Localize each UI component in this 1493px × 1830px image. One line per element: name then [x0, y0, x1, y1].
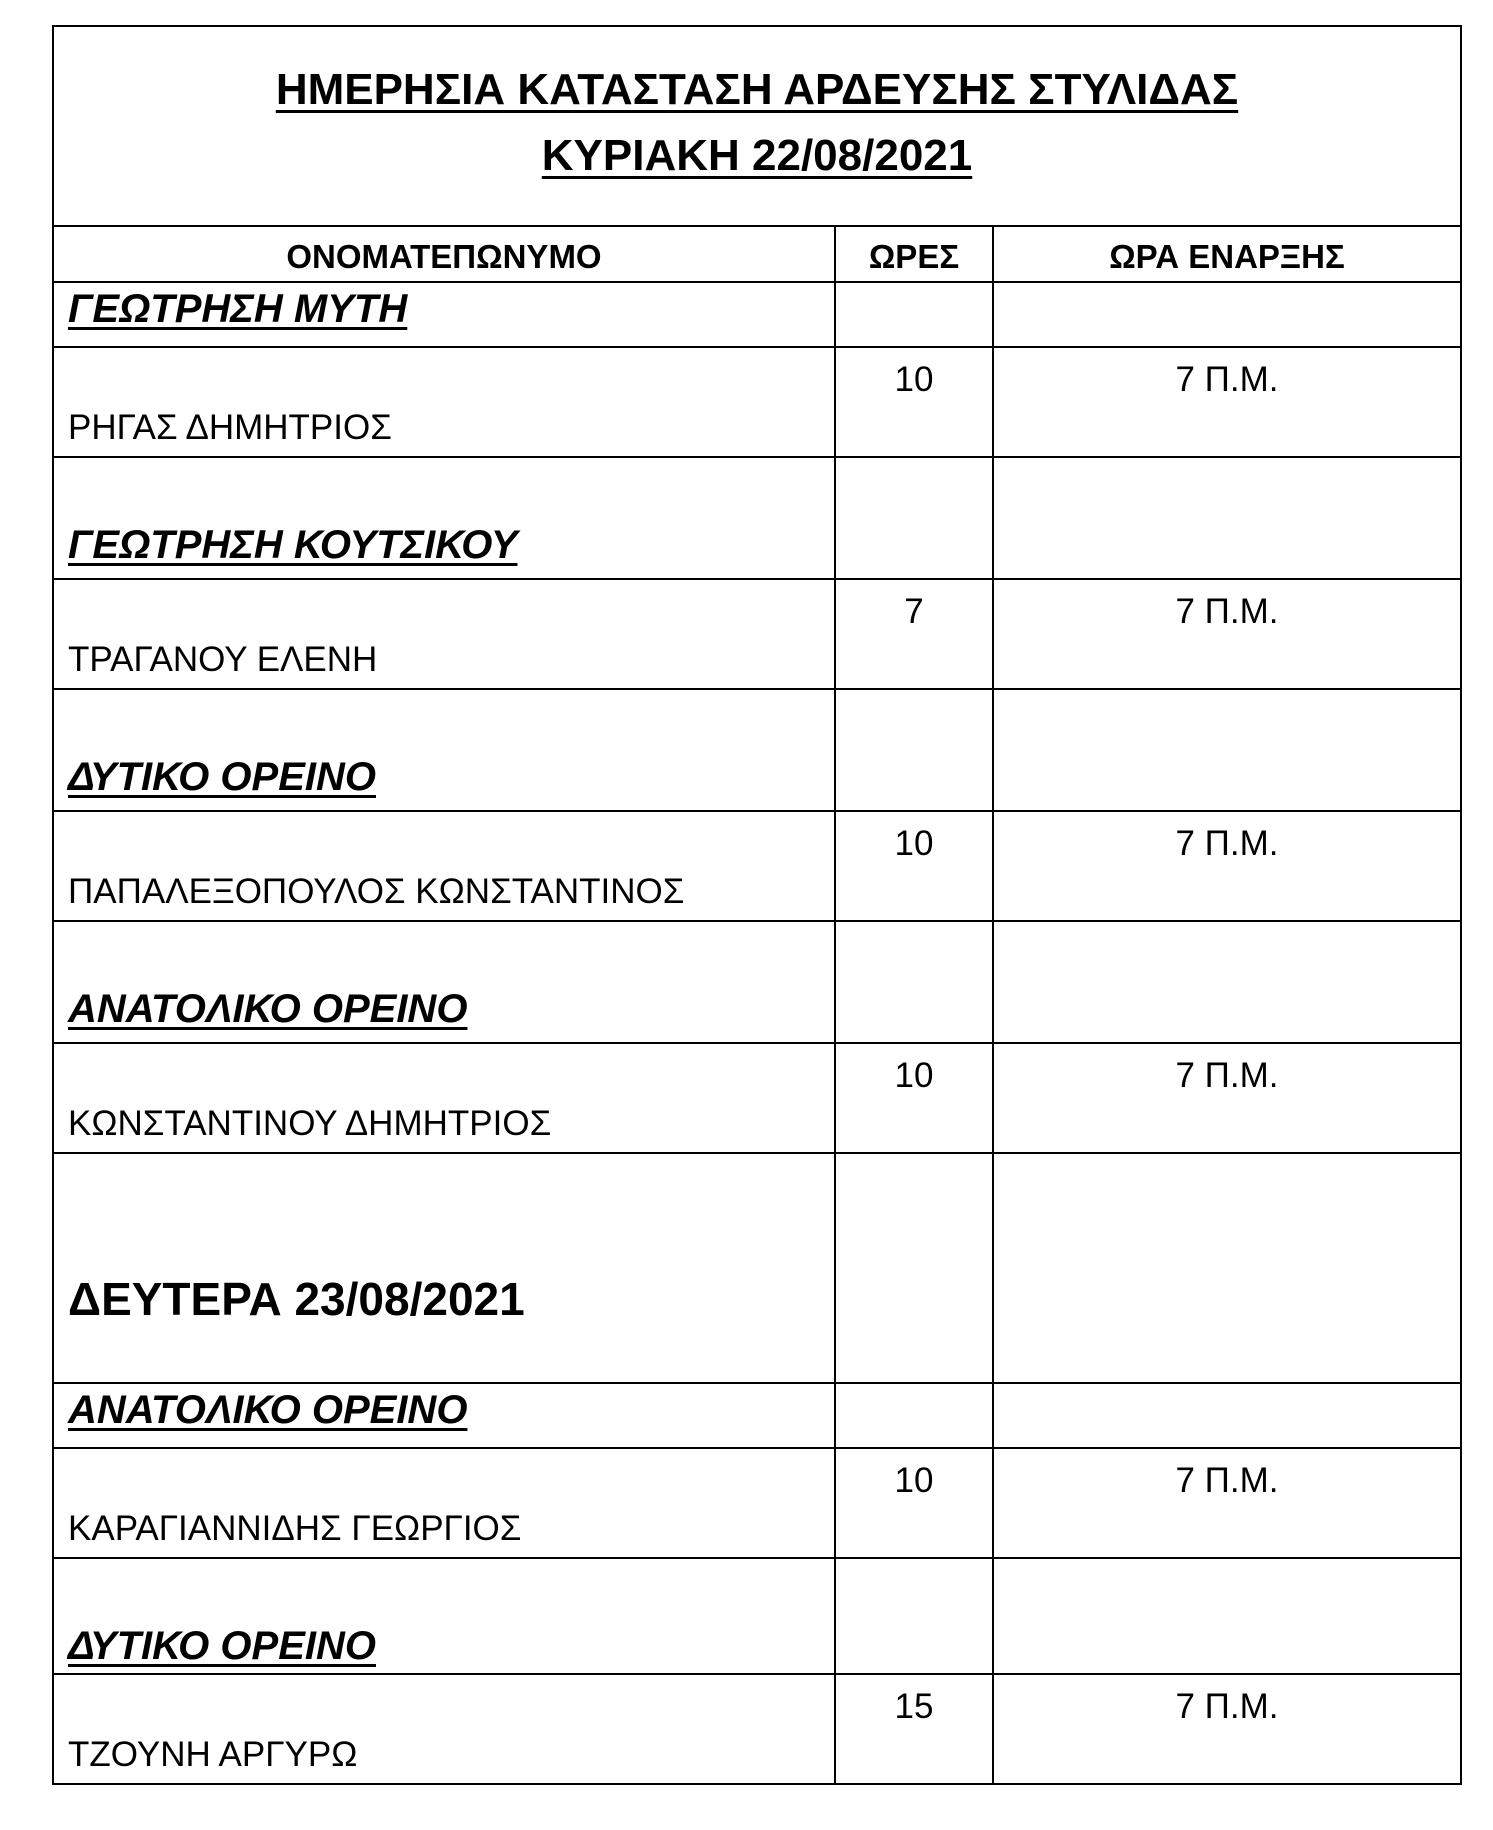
table-row	[52, 1044, 1462, 1154]
cell-name	[54, 1449, 836, 1557]
hours-value: 10	[894, 1461, 934, 1500]
hours-value: 15	[894, 1687, 934, 1726]
person-name: ΤΖΟΥΝΗ ΑΡΓΥΡΩ	[68, 1735, 358, 1774]
cell-hours	[836, 1559, 994, 1673]
section-row	[52, 690, 1462, 812]
header-cell-hours	[836, 227, 994, 281]
day-heading: ΔΕΥΤΕΡΑ 23/08/2021	[68, 1273, 525, 1325]
cell-hours	[836, 922, 994, 1042]
cell-name	[54, 283, 836, 346]
section-heading: ΓΕΩΤΡΗΣΗ ΜΥΤΗ	[68, 287, 408, 331]
cell-name	[54, 1559, 836, 1673]
cell-start	[994, 1449, 1460, 1557]
cell-name	[54, 1675, 836, 1783]
section-row	[52, 283, 1462, 348]
person-name: ΚΩΝΣΤΑΝΤΙΝΟΥ ΔΗΜΗΤΡΙΟΣ	[68, 1104, 552, 1143]
cell-name	[54, 922, 836, 1042]
cell-start	[994, 348, 1460, 456]
cell-name	[54, 1384, 836, 1447]
hours-value: 10	[894, 824, 934, 863]
cell-hours	[836, 1449, 994, 1557]
cell-start	[994, 458, 1460, 578]
cell-hours	[836, 1154, 994, 1382]
cell-name	[54, 1044, 836, 1152]
cell-name	[54, 580, 836, 688]
cell-start	[994, 283, 1460, 346]
cell-name	[54, 1154, 836, 1382]
cell-hours	[836, 283, 994, 346]
cell-name	[54, 812, 836, 920]
day-heading-row	[52, 1154, 1462, 1384]
header-name: ΟΝΟΜΑΤΕΠΩΝΥΜΟ	[286, 238, 602, 275]
cell-start	[994, 1154, 1460, 1382]
table-row	[52, 1675, 1462, 1785]
cell-start	[994, 1384, 1460, 1447]
hours-value: 7	[904, 592, 924, 631]
person-name: ΠΑΠΑΛΕΞΟΠΟΥΛΟΣ ΚΩΝΣΤΑΝΤΙΝΟΣ	[68, 872, 685, 911]
cell-name	[54, 348, 836, 456]
cell-start	[994, 922, 1460, 1042]
cell-hours	[836, 348, 994, 456]
cell-hours	[836, 1675, 994, 1783]
table-row	[52, 348, 1462, 458]
document-subtitle	[54, 131, 1460, 181]
header-hours: ΩΡΕΣ	[868, 238, 960, 275]
cell-start	[994, 1044, 1460, 1152]
header-cell-name	[54, 227, 836, 281]
header-start: ΩΡΑ ΕΝΑΡΞΗΣ	[1109, 238, 1345, 275]
document-subtitle-text: ΚΥΡΙΑΚΗ 22/08/2021	[541, 131, 973, 180]
section-row	[52, 458, 1462, 580]
table-row	[52, 812, 1462, 922]
document-title-text: ΗΜΕΡΗΣΙΑ ΚΑΤΑΣΤΑΣΗ ΑΡΔΕΥΣΗΣ ΣΤΥΛΙΔΑΣ	[275, 65, 1239, 114]
cell-start	[994, 812, 1460, 920]
person-name: ΤΡΑΓΑΝΟΥ ΕΛΕΝΗ	[68, 640, 378, 679]
start-time-value: 7 Π.Μ.	[1175, 1687, 1279, 1726]
hours-value: 10	[894, 360, 934, 399]
section-heading: ΑΝΑΤΟΛΙΚΟ ΟΡΕΙΝΟ	[68, 1388, 468, 1432]
document-title	[54, 65, 1460, 115]
section-row	[52, 922, 1462, 1044]
section-heading: ΔΥΤΙΚΟ ΟΡΕΙΝΟ	[68, 1624, 376, 1668]
table-row	[52, 580, 1462, 690]
title-block	[52, 25, 1462, 227]
cell-hours	[836, 1384, 994, 1447]
cell-hours	[836, 1044, 994, 1152]
section-heading: ΔΥΤΙΚΟ ΟΡΕΙΝΟ	[68, 755, 376, 799]
start-time-value: 7 Π.Μ.	[1175, 1056, 1279, 1095]
section-heading: ΓΕΩΤΡΗΣΗ ΚΟΥΤΣΙΚΟΥ	[68, 523, 518, 567]
cell-start	[994, 1559, 1460, 1673]
cell-start	[994, 1675, 1460, 1783]
cell-hours	[836, 458, 994, 578]
table-row	[52, 1449, 1462, 1559]
cell-name	[54, 458, 836, 578]
section-heading: ΑΝΑΤΟΛΙΚΟ ΟΡΕΙΝΟ	[68, 987, 468, 1031]
cell-hours	[836, 580, 994, 688]
start-time-value: 7 Π.Μ.	[1175, 1461, 1279, 1500]
start-time-value: 7 Π.Μ.	[1175, 360, 1279, 399]
section-row	[52, 1384, 1462, 1449]
start-time-value: 7 Π.Μ.	[1175, 824, 1279, 863]
cell-start	[994, 580, 1460, 688]
person-name: ΡΗΓΑΣ ΔΗΜΗΤΡΙΟΣ	[68, 408, 392, 447]
start-time-value: 7 Π.Μ.	[1175, 592, 1279, 631]
table-header-row	[52, 227, 1462, 283]
section-row	[52, 1559, 1462, 1675]
cell-start	[994, 690, 1460, 810]
person-name: ΚΑΡΑΓΙΑΝΝΙΔΗΣ ΓΕΩΡΓΙΟΣ	[68, 1509, 522, 1548]
hours-value: 10	[894, 1056, 934, 1095]
cell-hours	[836, 690, 994, 810]
header-cell-start	[994, 227, 1460, 281]
cell-hours	[836, 812, 994, 920]
cell-name	[54, 690, 836, 810]
